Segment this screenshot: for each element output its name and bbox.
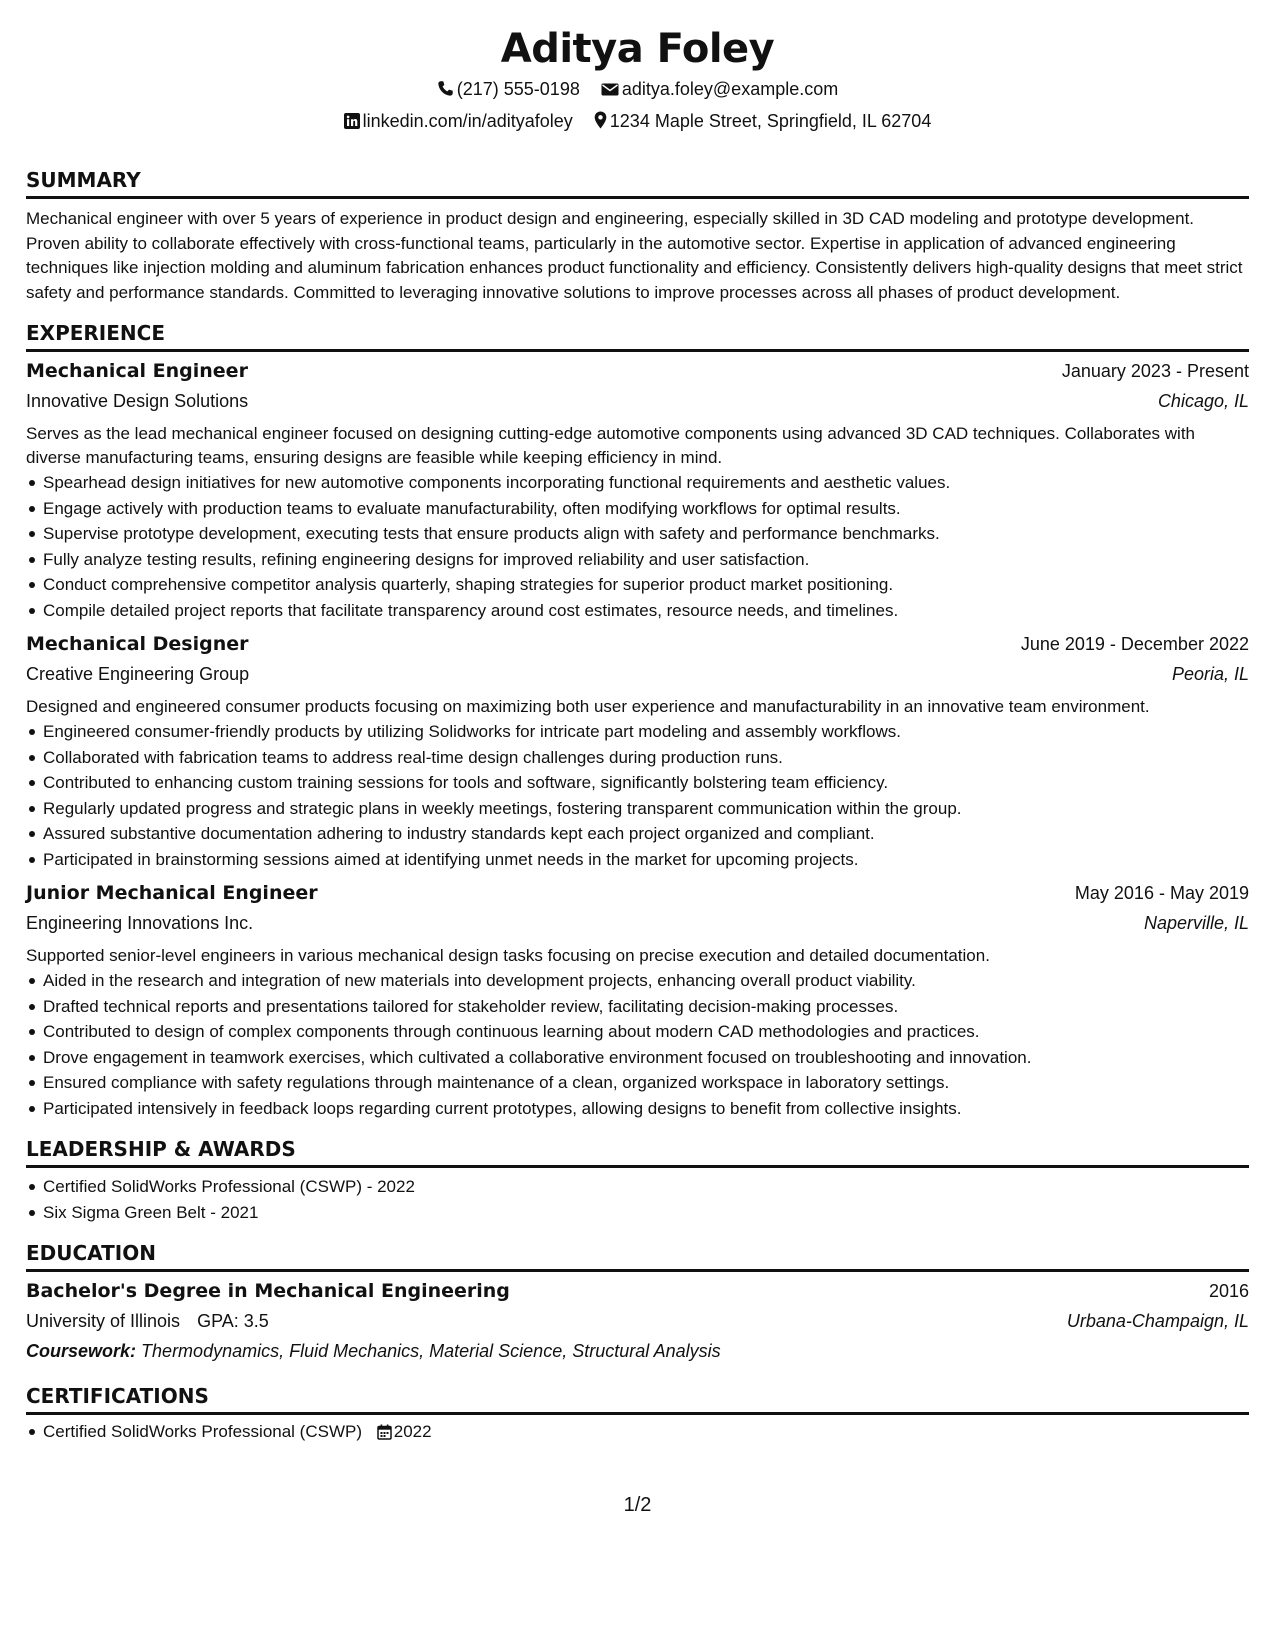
contact-line-1	[26, 78, 1249, 100]
bullet-item: Collaborated with fabrication teams to address real-time design challenges during production runs.	[43, 745, 1249, 771]
contact-line-2	[26, 110, 1249, 132]
bullet-item: Engage actively with production teams to evaluate manufacturability, often modifying workflows for optimal results.	[43, 496, 1249, 522]
linkedin-contact[interactable]	[344, 110, 573, 132]
bullet-item: Participated intensively in feedback loops regarding current prototypes, allowing designs to benefit from collective insights.	[43, 1096, 1249, 1122]
school-name: University of Illinois	[26, 1311, 181, 1331]
certification-name: Certified SolidWorks Professional (CSWP)	[43, 1422, 362, 1441]
job-title: Junior Mechanical Engineer	[26, 882, 318, 904]
summary-heading: SUMMARY	[26, 168, 1249, 199]
bullet-item: Participated in brainstorming sessions aimed at identifying unmet needs in the market for upcoming projects.	[43, 847, 1249, 873]
bullet-item: Compile detailed project reports that facilitate transparency around cost estimates, resource needs, and timelines.	[43, 598, 1249, 624]
job-location: Naperville, IL	[1143, 913, 1249, 933]
experience-section	[26, 321, 1249, 1121]
job-entry	[26, 880, 1249, 1121]
email-contact[interactable]	[601, 78, 838, 100]
job-entry	[26, 358, 1249, 623]
candidate-name: Aditya Foley	[500, 26, 775, 72]
education-section	[26, 1241, 1249, 1364]
bullet-item: Drafted technical reports and presentations tailored for stakeholder review, facilitating decision-making processes.	[43, 994, 1249, 1020]
bullet-item: Ensured compliance with safety regulations through maintenance of a clean, organized workspace in laboratory settings.	[43, 1070, 1249, 1096]
bullet-item: Drove engagement in teamwork exercises, which cultivated a collaborative environment focused on troubleshooting and innovation.	[43, 1045, 1249, 1071]
coursework	[26, 1338, 1249, 1364]
bullet-item: Aided in the research and integration of new materials into development projects, enhancing overall product viability.	[43, 968, 1249, 994]
job-location: Peoria, IL	[1171, 664, 1249, 684]
coursework-list: Thermodynamics, Fluid Mechanics, Material Science, Structural Analysis	[141, 1341, 721, 1361]
job-location: Chicago, IL	[1157, 391, 1249, 411]
job-bullets	[26, 968, 1249, 1121]
job-entry	[26, 631, 1249, 872]
linkedin-text: linkedin.com/in/adityafoley	[362, 111, 573, 131]
job-company: Innovative Design Solutions	[26, 391, 249, 411]
phone-icon	[437, 80, 454, 97]
phone-contact[interactable]	[437, 78, 580, 100]
linkedin-icon	[344, 113, 360, 129]
leadership-section	[26, 1137, 1249, 1225]
certification-item	[43, 1419, 1249, 1445]
leadership-heading: LEADERSHIP & AWARDS	[26, 1137, 1249, 1168]
bullet-item: Contributed to enhancing custom training sessions for tools and software, significantly bolstering team efficiency.	[43, 770, 1249, 796]
job-bullets	[26, 470, 1249, 623]
summary-section	[26, 168, 1249, 305]
email-text: aditya.foley@example.com	[621, 79, 839, 99]
calendar-icon	[377, 1424, 392, 1440]
job-dates: January 2023 - Present	[1061, 361, 1249, 381]
job-company: Engineering Innovations Inc.	[26, 913, 254, 933]
graduation-year: 2016	[1208, 1281, 1249, 1301]
gpa: GPA: 3.5	[197, 1311, 269, 1331]
map-pin-icon	[594, 111, 607, 129]
degree-title: Bachelor's Degree in Mechanical Engineering	[26, 1280, 510, 1302]
address-contact	[594, 110, 932, 132]
bullet-item: Contributed to design of complex components through continuous learning about modern CAD methodologies and practices.	[43, 1019, 1249, 1045]
job-description: Serves as the lead mechanical engineer focused on designing cutting-edge automotive components using advanced 3D CAD techniques. Collaborates with diverse manufacturing teams, ensuring designs are feasible while keeping efficiency in mind.	[26, 424, 1195, 467]
job-description: Designed and engineered consumer products focusing on maximizing both user experience and manufacturability in an innovative team environment.	[26, 697, 1150, 716]
bullet-item: Assured substantive documentation adhering to industry standards kept each project organized and compliant.	[43, 821, 1249, 847]
job-dates: June 2019 - December 2022	[1020, 634, 1249, 654]
page-number: 1/2	[623, 1494, 652, 1516]
address-text: 1234 Maple Street, Springfield, IL 62704	[609, 111, 932, 131]
job-dates: May 2016 - May 2019	[1074, 883, 1249, 903]
job-title: Mechanical Designer	[26, 633, 249, 655]
job-title: Mechanical Engineer	[26, 360, 248, 382]
coursework-label: Coursework:	[26, 1341, 137, 1361]
education-heading: EDUCATION	[26, 1241, 1249, 1272]
certifications-section	[26, 1384, 1249, 1445]
bullet-item: Supervise prototype development, executing tests that ensure products align with safety and performance benchmarks.	[43, 521, 1249, 547]
job-bullets	[26, 719, 1249, 872]
envelope-icon	[601, 82, 619, 97]
award-item: Six Sigma Green Belt - 2021	[43, 1200, 1249, 1226]
bullet-item: Engineered consumer-friendly products by utilizing Solidworks for intricate part modeling and assembly workflows.	[43, 719, 1249, 745]
bullet-item: Regularly updated progress and strategic plans in weekly meetings, fostering transparent communication within the group.	[43, 796, 1249, 822]
resume-header	[26, 0, 1249, 132]
bullet-item: Spearhead design initiatives for new automotive components incorporating functional requirements and aesthetic values.	[43, 470, 1249, 496]
job-description: Supported senior-level engineers in various mechanical design tasks focusing on precise execution and detailed documentation.	[26, 946, 990, 965]
bullet-item: Conduct comprehensive competitor analysis quarterly, shaping strategies for superior product market positioning.	[43, 572, 1249, 598]
summary-text: Mechanical engineer with over 5 years of experience in product design and engineering, especially skilled in 3D CAD modeling and prototype development. Proven ability to collaborate effectively with cross-functional teams, particularly in the automotive sector. Expertise in application of advanced engineering techniques like injection molding and aluminum fabrication enhances product functionality and efficiency. Consistently delivers high-quality designs that meet strict safety and performance standards. Committed to leveraging innovative solutions to improve processes across all phases of product development.	[26, 209, 1243, 302]
certifications-list	[26, 1419, 1249, 1445]
bullet-item: Fully analyze testing results, refining engineering designs for improved reliability and user satisfaction.	[43, 547, 1249, 573]
certification-year: 2022	[393, 1422, 432, 1441]
experience-heading: EXPERIENCE	[26, 321, 1249, 352]
job-company: Creative Engineering Group	[26, 664, 250, 684]
leadership-list	[26, 1174, 1249, 1225]
phone-text: (217) 555-0198	[456, 79, 580, 99]
award-item: Certified SolidWorks Professional (CSWP) - 2022	[43, 1174, 1249, 1200]
school-location: Urbana-Champaign, IL	[1066, 1311, 1249, 1331]
certifications-heading: CERTIFICATIONS	[26, 1384, 1249, 1415]
